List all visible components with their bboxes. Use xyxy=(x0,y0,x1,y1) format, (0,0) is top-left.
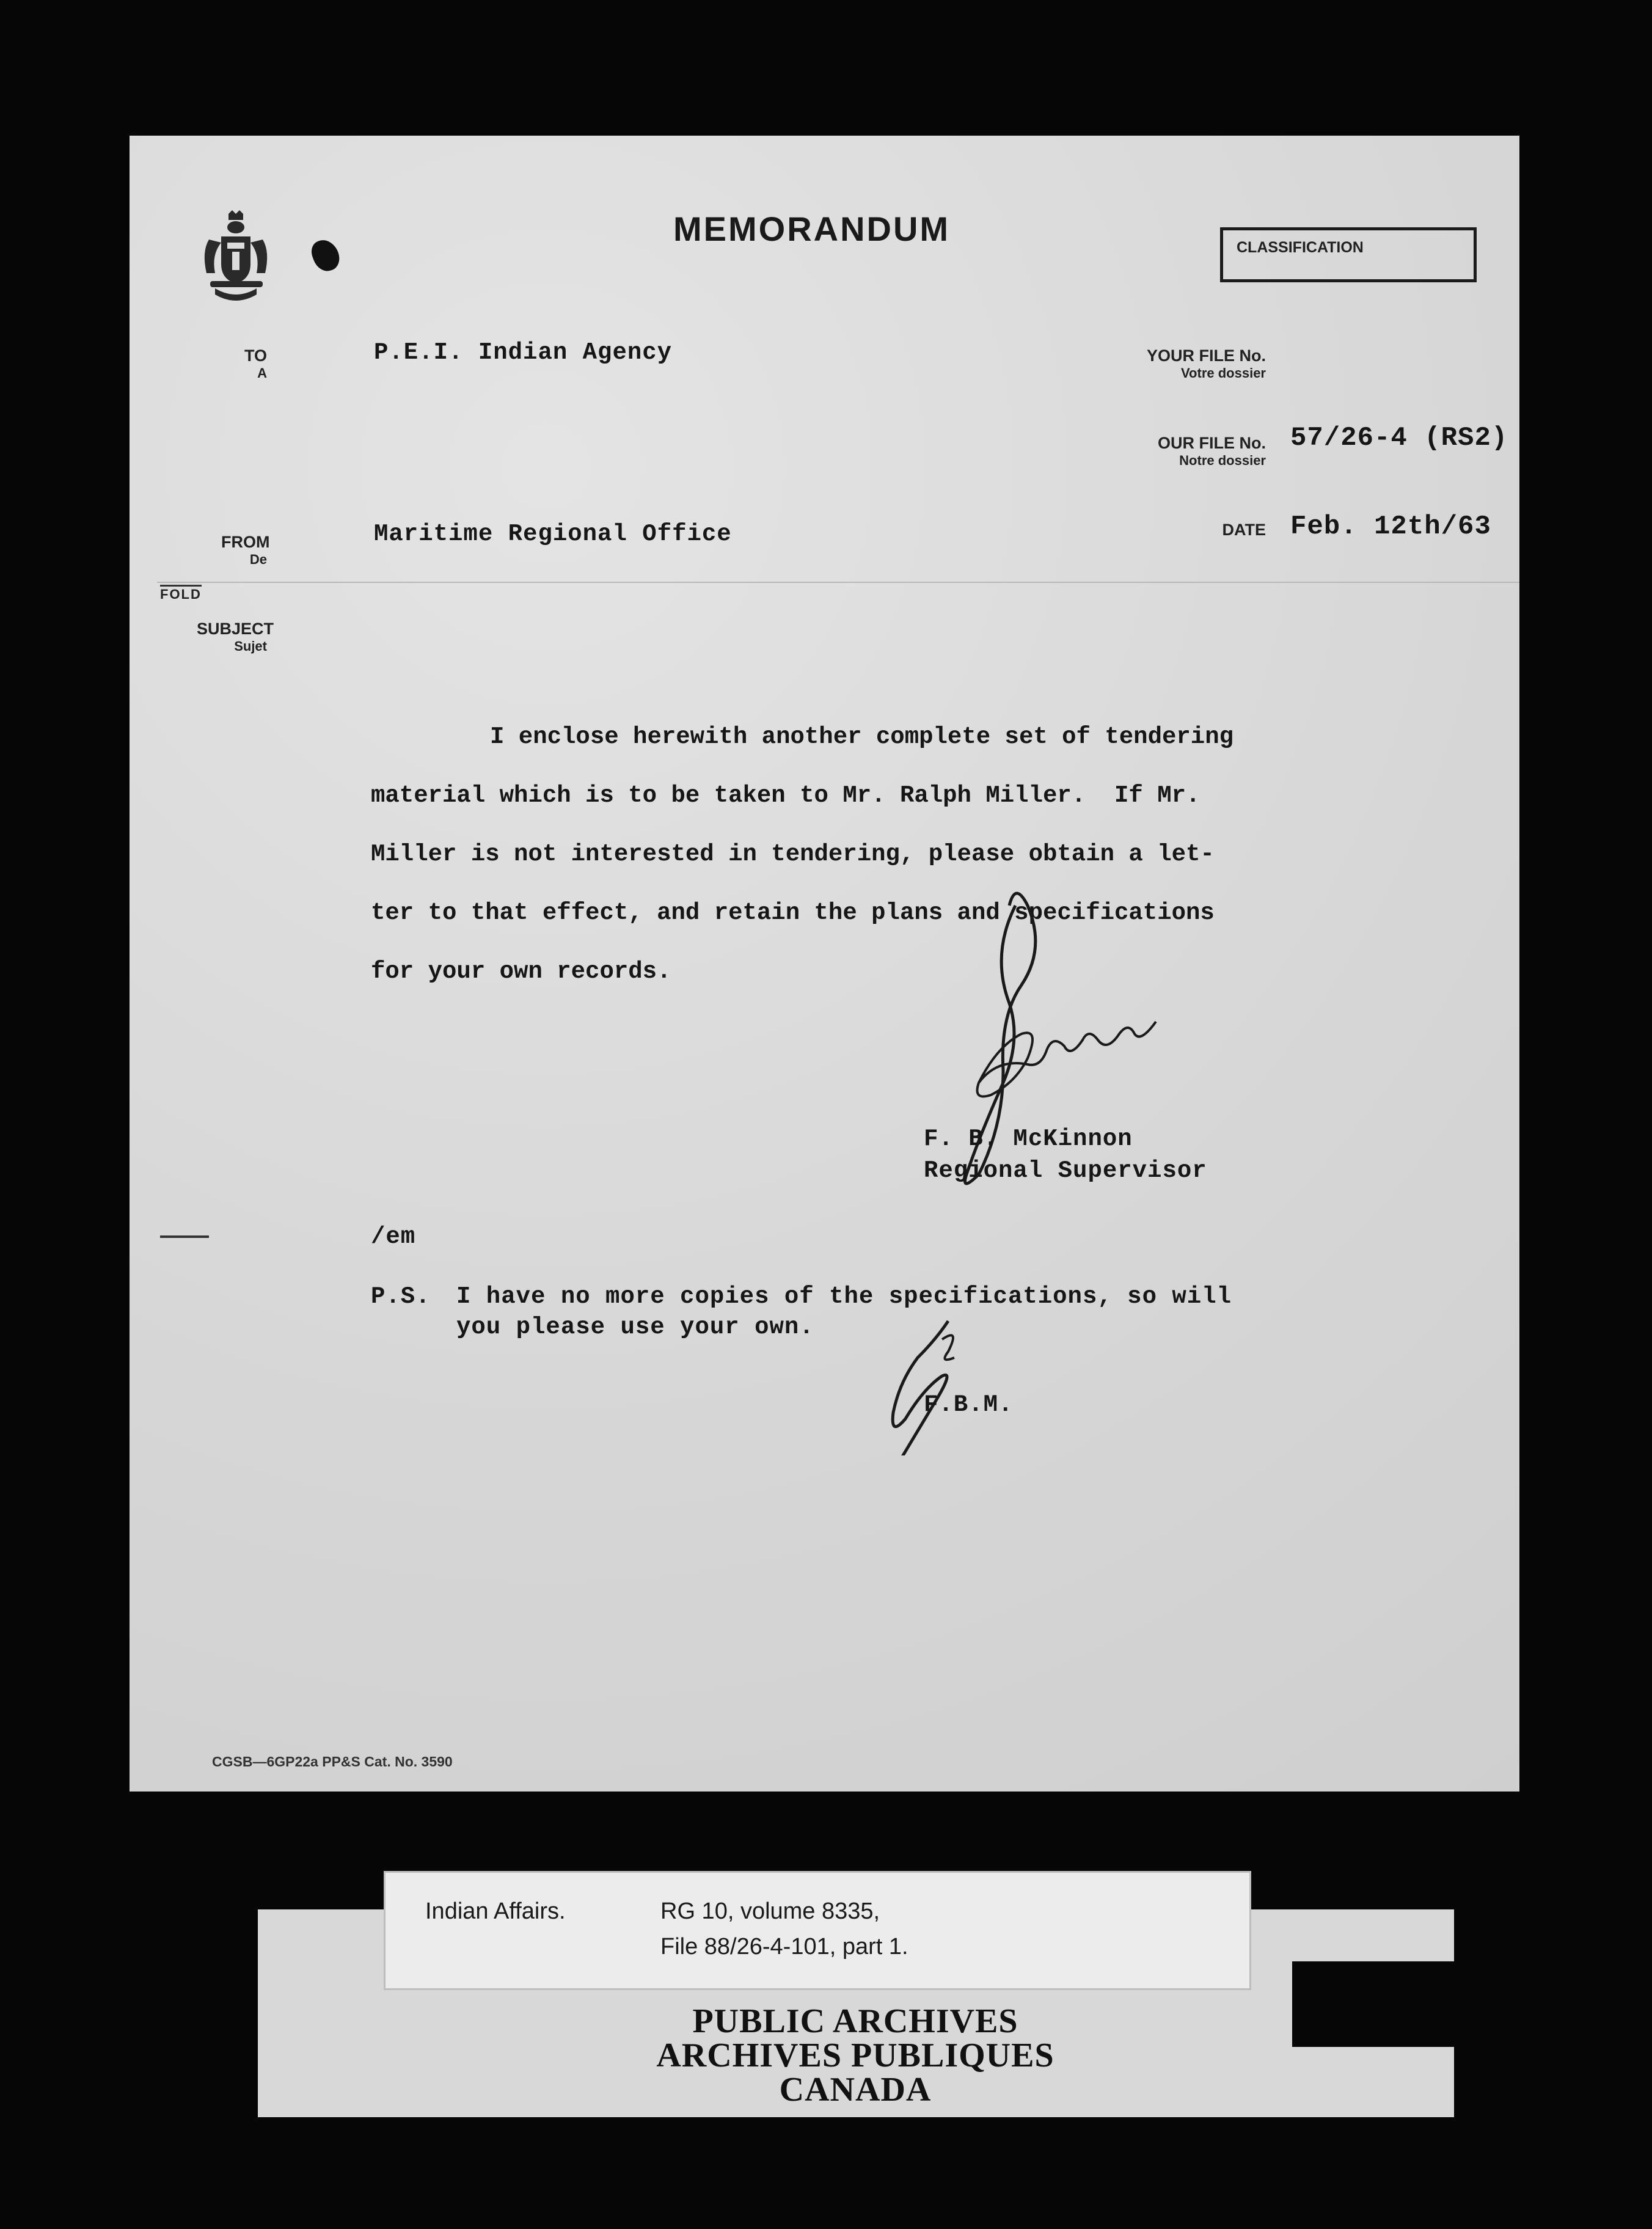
your-file-label-fr: Votre dossier xyxy=(1181,365,1266,381)
ps-line: you please use your own. xyxy=(456,1314,814,1341)
archive-stamp xyxy=(587,2004,1124,2107)
our-file-value: 57/26-4 (RS2) xyxy=(1290,423,1508,453)
memo-title: MEMORANDUM xyxy=(673,210,951,248)
archive-collection: Indian Affairs. xyxy=(425,1898,566,1924)
body-line: ter to that effect, and retain the plans and specifications xyxy=(371,899,1215,926)
fold-label: FOLD xyxy=(160,585,202,602)
punch-hole-mark xyxy=(308,236,343,274)
signatory-name: F. B. McKinnon xyxy=(924,1125,1133,1152)
classification-label: CLASSIFICATION xyxy=(1237,239,1364,256)
from-label: FROM xyxy=(221,533,270,551)
archive-tag-notch xyxy=(1292,1961,1454,2047)
body-line: material which is to be taken to Mr. Ralph Miller. If Mr. xyxy=(371,782,1201,809)
date-label: DATE xyxy=(1222,521,1266,539)
signatory-title: Regional Supervisor xyxy=(924,1157,1207,1184)
body-line: Miller is not interested in tendering, please obtain a let- xyxy=(371,841,1215,868)
stamp-line: PUBLIC ARCHIVES xyxy=(692,2002,1018,2040)
fold-line xyxy=(157,582,1519,583)
ps-line: I have no more copies of the specifications, so will xyxy=(456,1283,1232,1310)
to-label-fr: A xyxy=(257,365,267,381)
archive-reference-line: RG 10, volume 8335, xyxy=(660,1898,880,1924)
from-label-group xyxy=(221,533,270,568)
our-file-label-group xyxy=(1107,434,1266,468)
margin-dash xyxy=(160,1235,209,1238)
to-label-group xyxy=(243,346,267,381)
your-file-label: YOUR FILE No. xyxy=(1147,346,1266,365)
our-file-label: OUR FILE No. xyxy=(1158,434,1266,452)
initials-signature-icon xyxy=(875,1315,997,1455)
archive-reference-label xyxy=(384,1871,1251,1990)
coat-of-arms-icon xyxy=(197,209,276,307)
our-file-label-fr: Notre dossier xyxy=(1179,453,1266,469)
ps-label: P.S. xyxy=(371,1283,431,1310)
date-value: Feb. 12th/63 xyxy=(1290,511,1491,542)
to-label: TO xyxy=(244,346,267,365)
body-line: I enclose herewith another complete set of tendering xyxy=(490,723,1234,750)
memorandum-page xyxy=(130,136,1519,1792)
to-value: P.E.I. Indian Agency xyxy=(374,339,673,366)
form-number: CGSB—6GP22a PP&S Cat. No. 3590 xyxy=(212,1754,453,1770)
typist-initials: /em xyxy=(371,1223,416,1250)
subject-label-group xyxy=(197,620,274,654)
ps-initials: F.B.M. xyxy=(924,1391,1014,1418)
stamp-line: ARCHIVES PUBLIQUES xyxy=(656,2037,1054,2074)
archive-reference-line: File 88/26-4-101, part 1. xyxy=(660,1934,908,1960)
classification-box xyxy=(1220,227,1477,282)
stamp-line: CANADA xyxy=(779,2071,932,2109)
subject-label: SUBJECT xyxy=(197,620,274,638)
from-label-fr: De xyxy=(249,552,267,568)
from-value: Maritime Regional Office xyxy=(374,521,732,547)
subject-label-fr: Sujet xyxy=(234,639,267,654)
your-file-label-group xyxy=(1107,346,1266,381)
body-line: for your own records. xyxy=(371,958,671,985)
